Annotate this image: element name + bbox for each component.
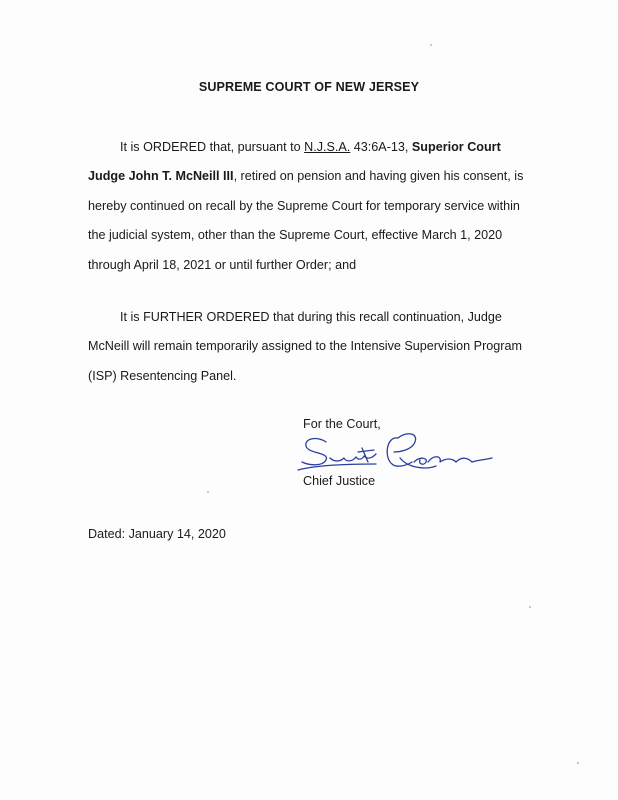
document-heading: SUPREME COURT OF NEW JERSEY: [198, 80, 420, 94]
scan-speck: [207, 491, 209, 493]
signer-title: Chief Justice: [303, 474, 376, 488]
for-the-court-line: For the Court,: [303, 417, 381, 431]
scan-speck: [529, 606, 531, 608]
order-paragraph-1: [88, 133, 528, 280]
dated-line: Dated: January 14, 2020: [88, 527, 226, 541]
order-paragraph-2: It is FURTHER ORDERED that during this recall continuation, Judge McNeill will remain temporarily assigned to the Intensive Supervision Program (ISP) Resentencing Panel.: [88, 310, 522, 383]
scan-speck: [577, 762, 579, 764]
paragraph-1-text-b: 43:6A-13,: [350, 140, 412, 154]
paragraph-1-text-a: It is ORDERED that, pursuant to: [120, 140, 305, 154]
scan-speck: [430, 44, 432, 46]
judge-name: Superior Court Judge John T. McNeill III: [88, 140, 501, 184]
statute-reference: N.J.S.A.: [304, 140, 351, 154]
signature-image: [296, 428, 496, 478]
paragraph-1-text-c: , retired on pension and having given his consent, is hereby continued on recall by the Supreme Court for temporary service within the judicial system, other than the Supreme Court, effective March 1, 2020 through April 18, 2021 or until further Order; and: [88, 169, 524, 272]
